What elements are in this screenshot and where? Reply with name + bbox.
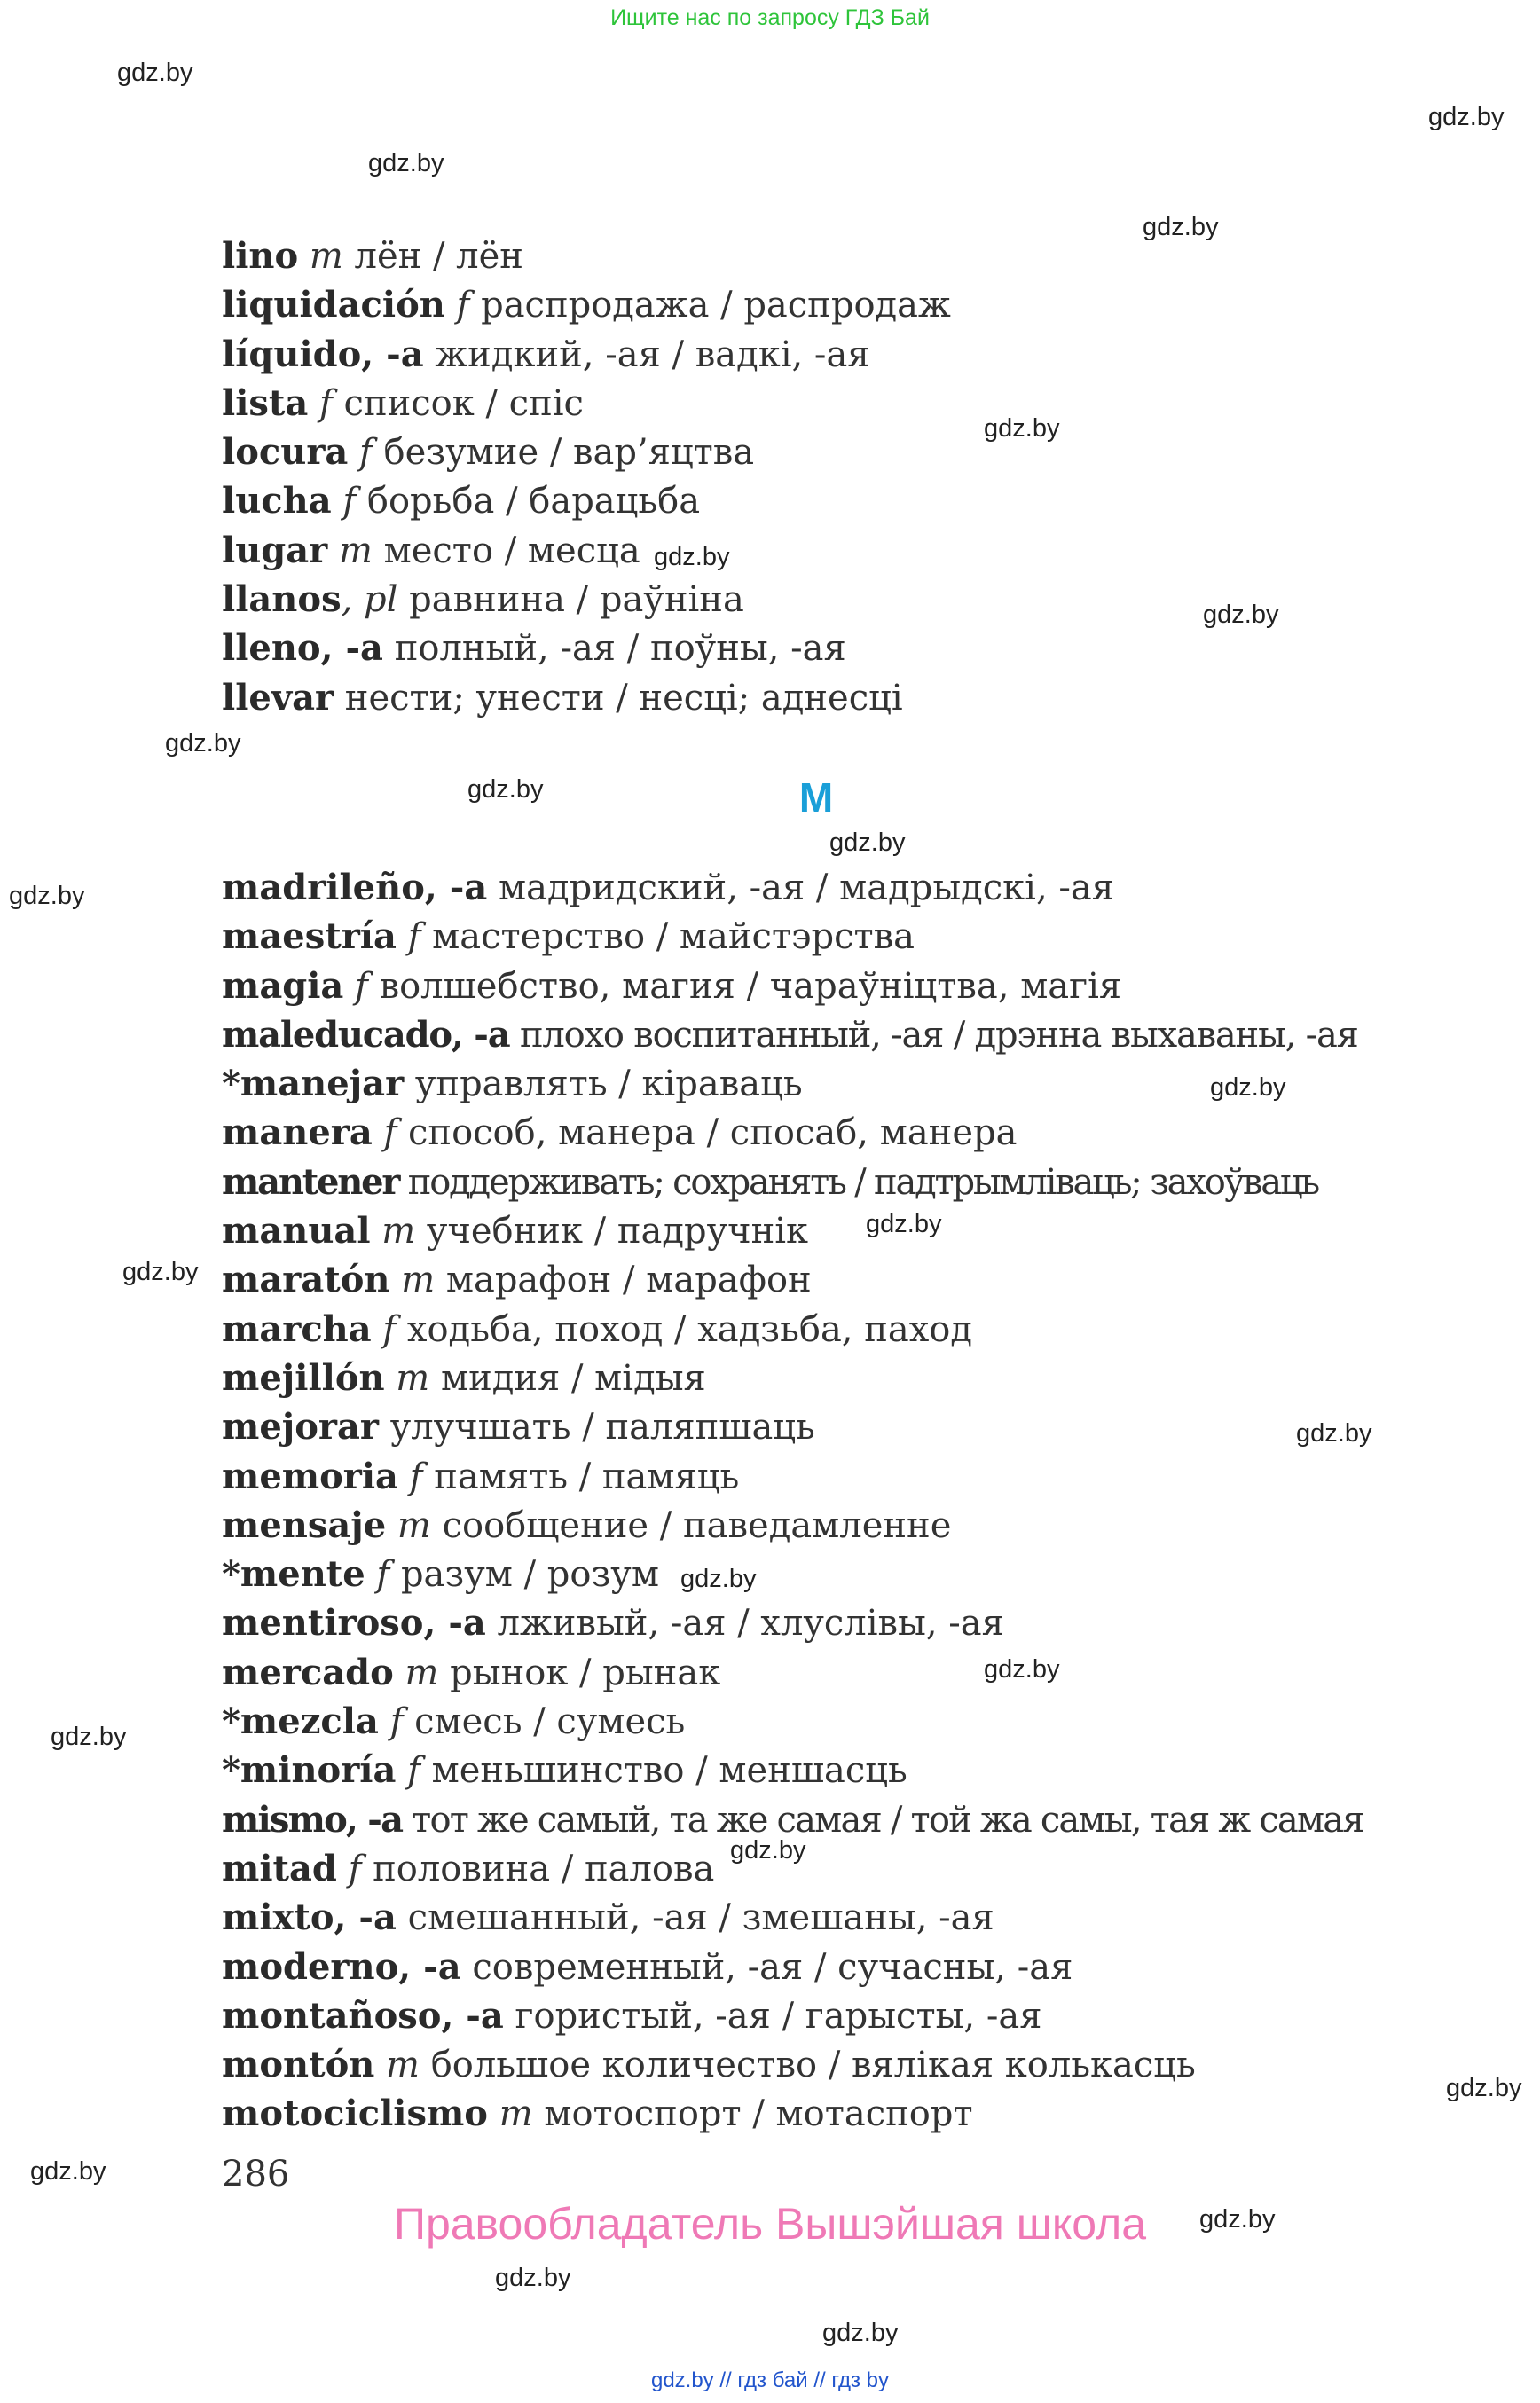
translation: плохо воспитанный, -ая / дрэнна выхаваны, -ая — [509, 1014, 1358, 1056]
dictionary-entry — [222, 1452, 1481, 1501]
watermark: gdz.by — [117, 59, 193, 87]
watermark: gdz.by — [1210, 1073, 1286, 1102]
dictionary-entry — [222, 2040, 1481, 2089]
headword: *mezcla — [222, 1700, 379, 1743]
watermark: gdz.by — [829, 828, 906, 857]
grammar-mark: f — [396, 1750, 420, 1792]
grammar-mark: m — [374, 2045, 420, 2086]
headword: maratón — [222, 1259, 390, 1301]
watermark: gdz.by — [51, 1723, 127, 1751]
translation: равнина / раўніна — [397, 579, 744, 621]
grammar-mark: f — [444, 285, 470, 326]
copyright-notice: Правообладатель Вышэйшая школа — [394, 2199, 1146, 2249]
headword: manual — [222, 1210, 371, 1253]
headword: mitad — [222, 1847, 337, 1889]
headword: mismo, -a — [222, 1798, 403, 1841]
headword: lucha — [222, 480, 332, 522]
watermark: gdz.by — [30, 2157, 106, 2186]
watermark: gdz.by — [1203, 601, 1279, 629]
headword: *minoría — [222, 1749, 397, 1792]
grammar-mark: m — [327, 530, 373, 571]
translation: мидия / мідыя — [429, 1357, 706, 1399]
dictionary-entry — [222, 1697, 1481, 1746]
dictionary-entry — [222, 1402, 1481, 1451]
headword: madrileño, -a — [222, 867, 488, 908]
translation: управлять / кіраваць — [404, 1064, 803, 1105]
translation: мадридский, -ая / мадрыдскі, -ая — [487, 868, 1115, 908]
section-letter: M — [798, 774, 834, 821]
translation: волшебство, магия / чараўніцтва, магія — [367, 965, 1122, 1007]
translation: поддерживать; сохранять / падтрымліваць; захоўваць — [398, 1161, 1318, 1203]
translation: способ, манера / спосаб, манера — [397, 1112, 1018, 1154]
dictionary-entry — [222, 1648, 1481, 1697]
translation: память / памяць — [422, 1456, 740, 1497]
dictionary-entry — [222, 1746, 1481, 1794]
headword: moderno, -a — [222, 1945, 461, 1988]
watermark: gdz.by — [680, 1565, 757, 1593]
grammar-mark: f — [365, 1554, 390, 1596]
headword: *manejar — [222, 1063, 405, 1105]
headword: magia — [222, 964, 344, 1007]
watermark: gdz.by — [165, 729, 241, 758]
translation: марафон / марафон — [435, 1260, 812, 1301]
grammar-mark: f — [308, 382, 333, 424]
grammar-mark: , pl — [341, 579, 398, 621]
translation: лживый, -ая / хлуслівы, -ая — [485, 1603, 1004, 1645]
watermark: gdz.by — [1143, 213, 1219, 241]
dictionary-entry — [222, 575, 1481, 624]
dictionary-entry — [222, 2089, 1481, 2138]
dictionary-entry — [222, 673, 1481, 722]
headword: manera — [222, 1111, 373, 1154]
dictionary-entry — [222, 379, 1481, 428]
watermark: gdz.by — [866, 1210, 942, 1238]
translation: нести; унести / несці; аднесці — [334, 677, 903, 719]
translation: учебник / падручнік — [415, 1211, 809, 1253]
watermark: gdz.by — [9, 882, 85, 910]
headword: líquido, -a — [222, 333, 424, 375]
grammar-mark: m — [487, 2093, 533, 2135]
headword: mejorar — [222, 1406, 379, 1449]
watermark: gdz.by — [984, 1655, 1060, 1684]
headword: mercado — [222, 1651, 394, 1693]
grammar-mark: f — [348, 432, 373, 474]
grammar-mark: m — [384, 1357, 430, 1399]
headword: maleducado, -a — [222, 1013, 510, 1056]
translation: половина / палова — [361, 1848, 715, 1889]
footer-links: gdz.by // гдз бай // гдз by — [650, 2368, 890, 2392]
translation: смешанный, -ая / змешаны, -ая — [396, 1897, 994, 1939]
headword: mixto, -a — [222, 1896, 397, 1939]
watermark: gdz.by — [822, 2319, 899, 2347]
dictionary-entry — [222, 1255, 1481, 1304]
translation: лён / лён — [342, 236, 523, 277]
headword: mantener — [222, 1160, 399, 1203]
translation: сообщение / паведамленне — [430, 1504, 952, 1546]
translation: ходьба, поход / хадзьба, паход — [396, 1308, 973, 1350]
translation: тот же самый, та же самая / той жа самы, тая ж самая — [402, 1799, 1363, 1841]
grammar-mark: m — [370, 1211, 416, 1253]
dictionary-entry — [222, 1158, 1481, 1206]
dictionary-entry — [222, 1991, 1481, 2040]
top-banner: Ищите нас по запросу ГДЗ Бай — [610, 5, 930, 30]
dictionary-entry — [222, 863, 1481, 912]
headword: locura — [222, 431, 349, 474]
grammar-mark: f — [396, 916, 421, 958]
headword: lista — [222, 381, 309, 424]
watermark: gdz.by — [730, 1836, 806, 1865]
headword: mejillón — [222, 1356, 385, 1399]
grammar-mark: m — [393, 1652, 439, 1693]
headword: montañoso, -a — [222, 1994, 504, 2037]
dictionary-entry — [222, 232, 1481, 280]
headword: lleno, -a — [222, 627, 383, 670]
dictionary-entry — [222, 962, 1481, 1010]
headword: liquidación — [222, 284, 445, 326]
grammar-mark: f — [371, 1308, 397, 1350]
headword: llanos — [222, 578, 342, 621]
headword: maestría — [222, 915, 397, 958]
watermark: gdz.by — [1428, 103, 1505, 131]
translation: список / спіс — [332, 382, 584, 424]
dictionary-entry — [222, 1354, 1481, 1402]
dictionary-entry — [222, 1108, 1481, 1157]
grammar-mark: m — [386, 1504, 431, 1546]
dictionary-entry — [222, 1501, 1481, 1550]
dictionary-entry — [222, 280, 1481, 329]
dictionary-entry — [222, 330, 1481, 379]
watermark: gdz.by — [468, 775, 544, 804]
dictionary-entry — [222, 1206, 1481, 1255]
watermark: gdz.by — [654, 543, 730, 571]
dictionary-entry — [222, 1550, 1481, 1598]
grammar-mark: f — [343, 965, 368, 1007]
dictionary-entry — [222, 526, 1481, 575]
page-number: 286 — [222, 2154, 290, 2195]
watermark: gdz.by — [984, 414, 1060, 443]
translation: смесь / сумесь — [403, 1701, 686, 1743]
translation: безумие / вар’яцтва — [372, 432, 755, 474]
headword: memoria — [222, 1455, 398, 1497]
translation: мастерство / майстэрства — [420, 916, 915, 958]
dictionary-entry — [222, 1305, 1481, 1354]
watermark: gdz.by — [1296, 1419, 1372, 1448]
dictionary-entry — [222, 912, 1481, 961]
translation: большое количество / вялікая колькасць — [419, 2045, 1196, 2086]
watermark: gdz.by — [495, 2264, 571, 2292]
headword: lino — [222, 235, 299, 277]
translation: мотоспорт / мотаспорт — [532, 2093, 973, 2135]
headword: llevar — [222, 676, 334, 719]
grammar-mark: f — [336, 1848, 362, 1889]
dictionary-entry — [222, 1010, 1481, 1059]
dictionary-entry — [222, 1059, 1481, 1108]
grammar-mark: m — [298, 236, 343, 277]
headword: *mente — [222, 1553, 365, 1596]
grammar-mark: f — [331, 481, 357, 522]
dictionary-entry — [222, 1844, 1481, 1893]
dictionary-entry — [222, 1893, 1481, 1942]
translation: полный, -ая / поўны, -ая — [382, 628, 846, 670]
headword: mentiroso, -a — [222, 1602, 486, 1645]
watermark: gdz.by — [1199, 2205, 1276, 2234]
entry-list-l — [222, 232, 1481, 722]
dictionary-entry — [222, 624, 1481, 672]
translation: гористый, -ая / гарысты, -ая — [503, 1995, 1042, 2037]
headword: marcha — [222, 1308, 372, 1350]
watermark: gdz.by — [1446, 2074, 1522, 2102]
dictionary-entry — [222, 1598, 1481, 1647]
dictionary-entry — [222, 1943, 1481, 1991]
translation: распродажа / распродаж — [469, 285, 951, 326]
headword: montón — [222, 2044, 375, 2086]
translation: современный, -ая / сучасны, -ая — [460, 1946, 1073, 1988]
translation: место / месца — [372, 530, 640, 571]
entry-list-m — [222, 863, 1481, 2139]
dictionary-entry — [222, 476, 1481, 525]
headword: lugar — [222, 529, 328, 571]
headword: motociclismo — [222, 2093, 488, 2135]
translation: разум / розум — [389, 1554, 659, 1596]
dictionary-entry — [222, 428, 1481, 476]
grammar-mark: f — [397, 1456, 423, 1497]
translation: жидкий, -ая / вадкі, -ая — [423, 334, 870, 375]
translation: меньшинство / меншасць — [420, 1750, 908, 1792]
grammar-mark: m — [389, 1260, 436, 1301]
headword: mensaje — [222, 1504, 387, 1546]
watermark: gdz.by — [368, 149, 444, 177]
grammar-mark: f — [372, 1112, 397, 1154]
translation: борьба / барацьба — [356, 481, 701, 522]
translation: рынок / рынак — [438, 1652, 721, 1693]
dictionary-entry — [222, 1795, 1481, 1844]
watermark: gdz.by — [122, 1258, 199, 1286]
translation: улучшать / паляпшаць — [379, 1407, 815, 1449]
grammar-mark: f — [378, 1701, 404, 1743]
